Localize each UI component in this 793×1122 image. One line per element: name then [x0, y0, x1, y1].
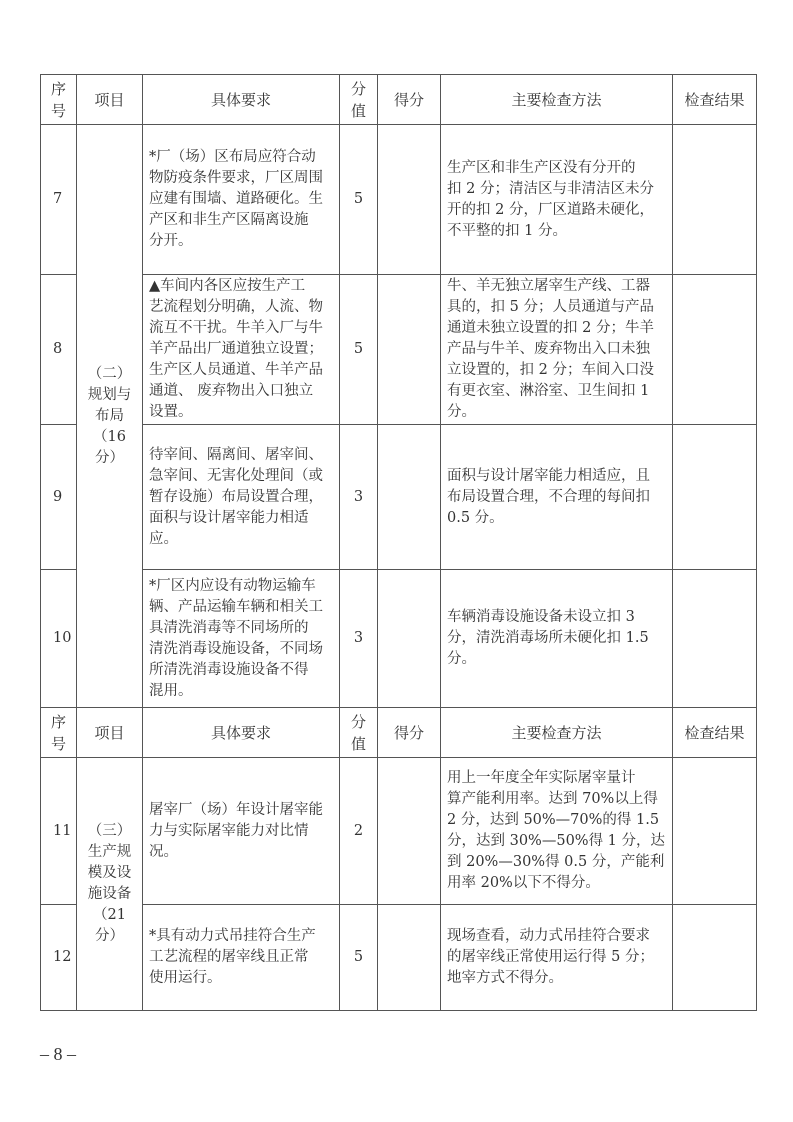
project-cell: （二） 规划与 布局 （16 分） — [77, 125, 143, 708]
column-header: 检查结果 — [673, 75, 757, 125]
score-value: 5 — [340, 275, 378, 425]
requirement-cell: 屠宰厂（场）年设计屠宰能 力与实际屠宰能力对比情 况。 — [143, 758, 340, 905]
column-header: 主要检查方法 — [441, 708, 673, 758]
earned-score-cell — [378, 125, 441, 275]
score-value: 3 — [340, 570, 378, 708]
column-header: 具体要求 — [143, 75, 340, 125]
header-row — [41, 75, 757, 125]
requirement-cell: *具有动力式吊挂符合生产 工艺流程的屠宰线且正常 使用运行。 — [143, 905, 340, 1011]
inspection-result-cell — [673, 570, 757, 708]
table-row — [41, 125, 757, 275]
table-row — [41, 425, 757, 570]
inspection-table — [40, 74, 757, 1011]
inspection-result-cell — [673, 125, 757, 275]
row-number: 8 — [41, 275, 77, 425]
column-header: 得分 — [378, 75, 441, 125]
inspection-method-cell: 现场查看，动力式吊挂符合要求 的屠宰线正常使用运行得 5 分； 地宰方式不得分。 — [441, 905, 673, 1011]
table-row — [41, 275, 757, 425]
table-row — [41, 905, 757, 1011]
earned-score-cell — [378, 905, 441, 1011]
table-row — [41, 758, 757, 905]
row-number: 10 — [41, 570, 77, 708]
column-header: 序 号 — [41, 708, 77, 758]
column-header: 检查结果 — [673, 708, 757, 758]
inspection-method-cell: 车辆消毒设施设备未设立扣 3 分，清洗消毒场所未硬化扣 1.5 分。 — [441, 570, 673, 708]
column-header: 分 值 — [340, 75, 378, 125]
requirement-cell: ▲车间内各区应按生产工 艺流程划分明确，人流、物 流互不干扰。牛羊入厂与牛 羊产品出厂通道独立设置； 生产区人员通道、牛羊产品 通道、 废弃物出入口独立 设置。 — [143, 275, 340, 425]
project-cell: （三） 生产规 模及设 施设备 （21 分） — [77, 758, 143, 1011]
score-value: 5 — [340, 905, 378, 1011]
score-value: 5 — [340, 125, 378, 275]
inspection-result-cell — [673, 425, 757, 570]
column-header: 序 号 — [41, 75, 77, 125]
column-header: 具体要求 — [143, 708, 340, 758]
page-number: – 8 – — [40, 1044, 76, 1064]
requirement-cell: *厂（场）区布局应符合动 物防疫条件要求，厂区周围 应建有围墙、道路硬化。生 产区和非生产区隔离设施 分开。 — [143, 125, 340, 275]
inspection-method-cell: 牛、羊无独立屠宰生产线、工器 具的，扣 5 分；人员通道与产品 通道未独立设置的扣 2 分；牛羊 产品与牛羊、废弃物出入口未独 立设置的，扣 2 分；车间入口没 有更衣室、淋浴室、卫生间扣 1 分。 — [441, 275, 673, 425]
score-value: 3 — [340, 425, 378, 570]
earned-score-cell — [378, 758, 441, 905]
row-number: 11 — [41, 758, 77, 905]
inspection-method-cell: 生产区和非生产区没有分开的 扣 2 分；清洁区与非清洁区未分 开的扣 2 分，厂区道路未硬化， 不平整的扣 1 分。 — [441, 125, 673, 275]
row-number: 7 — [41, 125, 77, 275]
inspection-method-cell: 面积与设计屠宰能力相适应，且 布局设置合理，不合理的每间扣 0.5 分。 — [441, 425, 673, 570]
inspection-result-cell — [673, 905, 757, 1011]
table-row — [41, 570, 757, 708]
earned-score-cell — [378, 275, 441, 425]
row-number: 12 — [41, 905, 77, 1011]
inspection-result-cell — [673, 275, 757, 425]
column-header: 主要检查方法 — [441, 75, 673, 125]
column-header: 分 值 — [340, 708, 378, 758]
earned-score-cell — [378, 425, 441, 570]
earned-score-cell — [378, 570, 441, 708]
inspection-method-cell: 用上一年度全年实际屠宰量计 算产能利用率。达到 70%以上得 2 分，达到 50%—70%的得 1.5 分，达到 30%—50%得 1 分，达 到 20%—30%得 0.5 分，产能利 用率 20%以下不得分。 — [441, 758, 673, 905]
inspection-result-cell — [673, 758, 757, 905]
column-header: 项目 — [77, 708, 143, 758]
header-row — [41, 708, 757, 758]
column-header: 得分 — [378, 708, 441, 758]
requirement-cell: 待宰间、隔离间、屠宰间、 急宰间、无害化处理间（或 暂存设施）布局设置合理， 面积与设计屠宰能力相适 应。 — [143, 425, 340, 570]
requirement-cell: *厂区内应设有动物运输车 辆、产品运输车辆和相关工 具清洗消毒等不同场所的 清洗消毒设施设备，不同场 所清洗消毒设施设备不得 混用。 — [143, 570, 340, 708]
score-value: 2 — [340, 758, 378, 905]
column-header: 项目 — [77, 75, 143, 125]
row-number: 9 — [41, 425, 77, 570]
